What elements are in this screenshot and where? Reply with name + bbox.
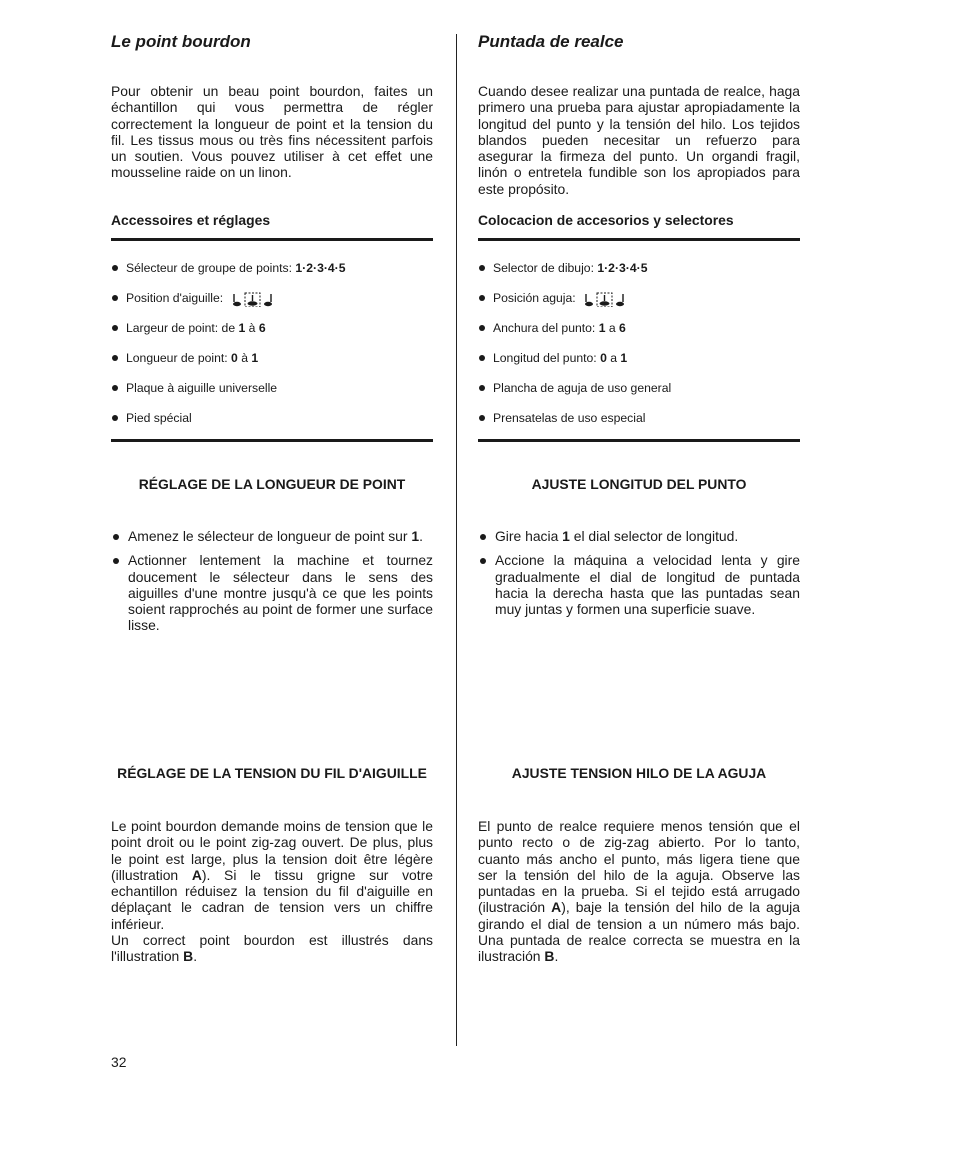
french-tension-text: Le point bourdon demande moins de tension que le point droit ou le point zig-zag ouvert. De plus, plus le point est large, plus la tension doit être légère (illustration A). Si le tissu grigne sur votre echantillon réduisez la tension du fil d'aiguille en déplaçant le cadran de tension vers un chiffre inférieur. Un correct point bourdon est illustrés dans l'illustration B. xyxy=(111,818,433,965)
page-number: 32 xyxy=(111,1054,127,1070)
settings-list-item: Longueur de point: 0 à 1 xyxy=(111,349,433,379)
spanish-settings-list xyxy=(478,259,800,439)
needle-position-icon xyxy=(583,291,627,307)
french-tension-heading: RÉGLAGE DE LA TENSION DU FIL D'AIGUILLE xyxy=(117,765,427,781)
spanish-stitch-length-heading: AJUSTE LONGITUD DEL PUNTO xyxy=(531,476,747,492)
settings-list-item: Longitud del punto: 0 a 1 xyxy=(478,349,800,379)
settings-list-item: Sélecteur de groupe de points: 1·2·3·4·5 xyxy=(111,259,433,289)
settings-list-item: Plancha de aguja de uso general xyxy=(478,379,800,409)
french-settings-heading: Accessoires et réglages xyxy=(111,212,271,228)
settings-list-item: Pied spécial xyxy=(111,409,433,439)
french-intro: Pour obtenir un beau point bourdon, faites un échantillon qui vous permettra de régler correctement la longueur de point et la tension du fil. Les tissus mous ou très fins nécessitent parfois un soutien. Vous pouvez utiliser à cet effet une mousseline raide on un linon. xyxy=(111,83,433,181)
settings-list-item: Anchura del punto: 1 a 6 xyxy=(478,319,800,349)
settings-list-item: Position d'aiguille: xyxy=(111,289,433,319)
spanish-settings-heading: Colocacion de accesorios y selectores xyxy=(478,212,734,228)
french-title: Le point bourdon xyxy=(111,32,251,51)
step-list-item: Accione la máquina a velocidad lenta y gire gradualmente el dial de longitud de puntada hacia la derecha hasta que las puntadas sean muy juntas y formen una superficie suave. xyxy=(478,552,800,617)
french-settings-list xyxy=(111,259,433,439)
settings-list-item: Posición aguja: xyxy=(478,289,800,319)
spanish-intro: Cuando desee realizar una puntada de realce, haga primero una prueba para ajustar apropiadamente la longitud del punto y la tensión del hilo. Los tejidos blandos pueden necesitar un refuerzo para asegurar la firmeza del punto. Un organdi fragil, linón o entretela fundible son los apropiados para este propósito. xyxy=(478,83,800,197)
needle-position-icon xyxy=(231,291,275,307)
french-top-rule xyxy=(111,238,433,241)
french-stitch-length-steps xyxy=(111,528,433,642)
french-stitch-length-heading: RÉGLAGE DE LA LONGUEUR DE POINT xyxy=(138,476,406,492)
settings-list-item: Largeur de point: de 1 à 6 xyxy=(111,319,433,349)
spanish-title: Puntada de realce xyxy=(478,32,624,51)
settings-list-item: Plaque à aiguille universelle xyxy=(111,379,433,409)
spanish-top-rule xyxy=(478,238,800,241)
spanish-tension-heading: AJUSTE TENSION HILO DE LA AGUJA xyxy=(511,765,767,781)
settings-list-item: Selector de dibujo: 1·2·3·4·5 xyxy=(478,259,800,289)
spanish-stitch-length-steps xyxy=(478,528,800,625)
spanish-tension-text: El punto de realce requiere menos tensión que el punto recto o de zig-zag abierto. Por lo tanto, cuanto más ancho el punto, más ligera tiene que ser la tensión del hilo de la aguja. Observe las puntadas en la prueba. Si el tejido está arrugado (ilustración A), baje la tensión del hilo de la aguja girando el dial de tension a un número más bajo. Una puntada de realce correcta se muestra en la ilustración B. xyxy=(478,818,800,965)
spanish-bottom-rule xyxy=(478,439,800,442)
column-divider xyxy=(456,34,457,1046)
french-bottom-rule xyxy=(111,439,433,442)
settings-list-item: Prensatelas de uso especial xyxy=(478,409,800,439)
step-list-item: Gire hacia 1 el dial selector de longitud. xyxy=(478,528,800,544)
step-list-item: Amenez le sélecteur de longueur de point sur 1. xyxy=(111,528,433,544)
step-list-item: Actionner lentement la machine et tournez doucement le sélecteur dans le sens des aiguilles d'une montre jusqu'à ce que les points soient rapprochés au point de former une surface lisse. xyxy=(111,552,433,633)
